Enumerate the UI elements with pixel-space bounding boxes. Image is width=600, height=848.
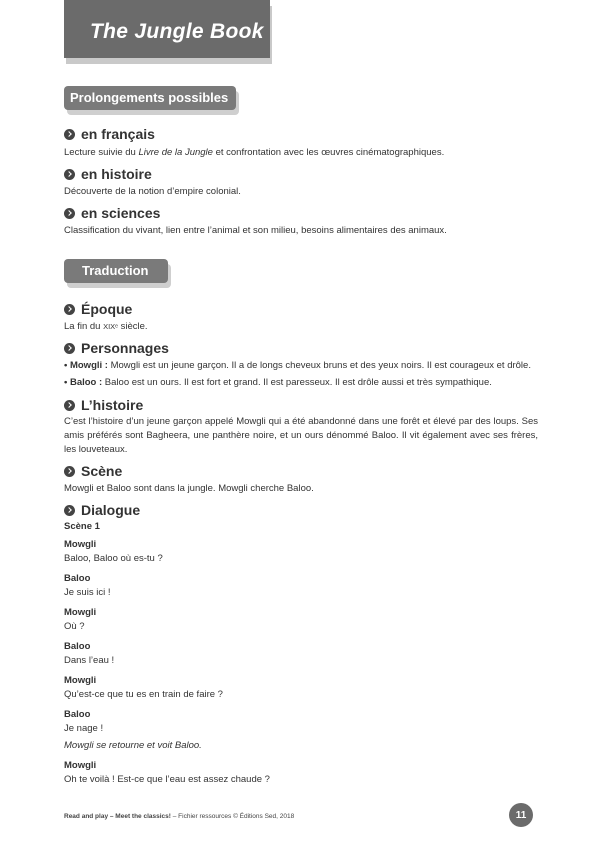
page-title: The Jungle Book [90,20,264,43]
dialogue-line: Baloo, Baloo où es-tu ? [64,553,163,564]
title-banner [64,0,270,58]
subheading-label: Personnages [81,340,169,356]
text-part: siècle. [117,321,148,332]
dialogue-speaker: Baloo [64,641,91,652]
dialogue-speaker: Mowgli [64,675,97,686]
footer-series: Read and play – Meet the classics! [64,813,171,820]
subheading-dialogue [64,502,140,518]
dialogue-speaker: Mowgli [64,760,97,771]
text-histoire: Découverte de la notion d’empire colonial. [64,186,241,197]
text-part: La fin du [64,321,104,332]
chevron-right-icon [64,466,75,477]
character-text: Baloo est un ours. Il est fort et grand. Il est paresseux. Il est drôle aussi et très sympathique. [102,377,492,388]
subheading-histoire [64,166,152,182]
subheading-label: Époque [81,301,133,317]
character-name: • Baloo : [64,377,103,388]
subheading-label: Dialogue [81,502,141,518]
dialogue-line: Où ? [64,621,85,632]
section-heading-label: Prolongements possibles [70,90,229,105]
subheading-label: Scène [81,463,123,479]
dialogue-line: Je nage ! [64,723,104,734]
text-story: C’est l’histoire d’un jeune garçon appelé Mowgli qui a été abandonné dans une forêt et élevé par des loups. Ses amis préférés sont Bagheera, une panthère noire, et un ours dénommé Baloo. Il vit également avec ses frères, les louveteaux. [64,416,538,455]
dialogue-line: Je suis ici ! [64,587,111,598]
chevron-right-icon [64,169,75,180]
dialogue-line: Oh te voilà ! Est-ce que l’eau est assez chaude ? [64,774,270,785]
dialogue-speaker: Baloo [64,709,91,720]
subheading-sciences [64,205,160,221]
dialogue-line: Dans l’eau ! [64,655,115,666]
dialogue-line: Qu’est-ce que tu es en train de faire ? [64,689,223,700]
character-mowgli [64,359,531,373]
century: XIXᵉ [103,322,118,331]
subheading-label: en histoire [81,166,152,182]
text-part: et confrontation avec les œuvres cinématographiques. [212,147,445,158]
character-text: Mowgli est un jeune garçon. Il a de longs cheveux bruns et des yeux noirs. Il est courageux et drôle. [107,360,531,371]
subheading-francais [64,126,155,142]
text-scene: Mowgli et Baloo sont dans la jungle. Mowgli cherche Baloo. [64,483,314,494]
character-baloo [64,376,492,390]
subheading-label: en français [81,126,155,142]
dialogue-speaker: Mowgli [64,539,97,550]
chevron-right-icon [64,505,75,516]
subheading-scene [64,463,122,479]
scene-label: Scène 1 [64,521,100,532]
subheading-label: en sciences [81,205,161,221]
stage-direction: Mowgli se retourne et voit Baloo. [64,740,202,751]
subheading-histoire-story [64,397,143,413]
section-heading-label: Traduction [82,263,149,278]
chevron-right-icon [64,304,75,315]
footer-rest: – Fichier ressources © Éditions Sed, 2018 [170,813,295,820]
subheading-personnages [64,340,169,356]
chevron-right-icon [64,208,75,219]
dialogue-speaker: Mowgli [64,607,97,618]
character-name: • Mowgli : [64,360,108,371]
chevron-right-icon [64,129,75,140]
text-sciences: Classification du vivant, lien entre l’animal et son milieu, besoins alimentaires des animaux. [64,225,447,236]
chevron-right-icon [64,343,75,354]
section-heading-traduction [64,259,168,283]
footer-credit [64,813,294,820]
dialogue-speaker: Baloo [64,573,91,584]
text-part: Lecture suivie du [64,147,139,158]
chevron-right-icon [64,400,75,411]
book-title: Livre de la Jungle [138,147,213,158]
subheading-epoque [64,301,132,317]
subheading-label: L’histoire [81,397,144,413]
page-number: 11 [509,803,533,827]
text-epoque [64,320,148,334]
section-heading-prolongements [64,86,236,110]
text-francais [64,146,444,160]
